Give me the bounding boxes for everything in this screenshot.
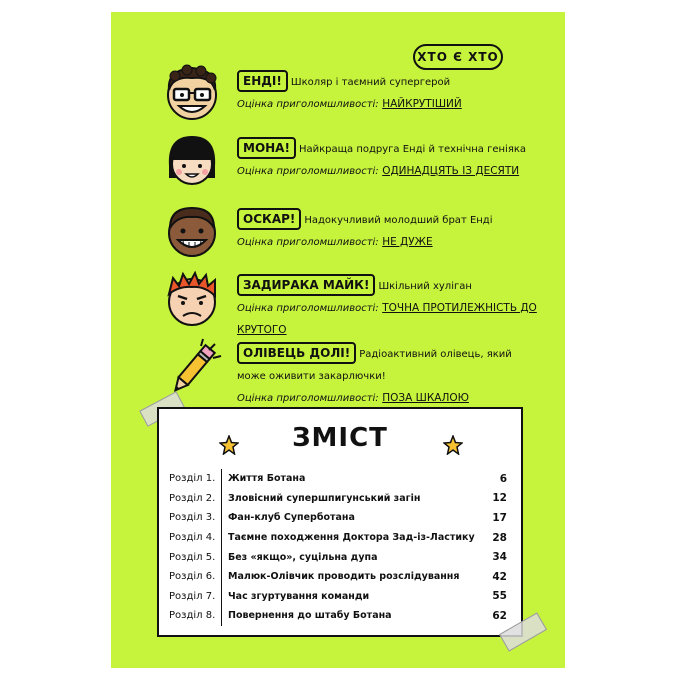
character-name: ОЛІВЕЦЬ ДОЛІ! [237, 342, 356, 364]
character-desc: Надокучливий молодший брат Енді [304, 215, 493, 226]
toc-chapter-title: Час згуртування команди [228, 590, 370, 602]
character-rating: ТОЧНА ПРОТИЛЕЖНІСТЬ ДО КРУТОГО [237, 302, 537, 336]
table-of-contents [157, 407, 523, 637]
toc-chapter-title: Таємне походження Доктора Зад-із-Ластику [228, 532, 475, 544]
character-desc: Школяр і таємний супергерой [290, 77, 451, 88]
toc-divider [221, 567, 222, 587]
character-name: ЗАДИРАКА МАЙК! [237, 274, 375, 296]
toc-chapter-title: Малюк-Олівчик проводить розслідування [228, 571, 460, 583]
mona-face-icon [161, 130, 223, 192]
toc-page-number: 42 [492, 570, 507, 583]
toc-row [169, 606, 507, 626]
character-name: МОНА! [237, 137, 296, 159]
character-desc: Радіоактивний олівець, який може оживити закарлючки! [237, 349, 512, 382]
toc-title: ЗМІСТ [292, 423, 388, 453]
toc-page-number: 62 [492, 609, 507, 622]
toc-page-number: 34 [492, 551, 507, 564]
andy-face-icon [161, 62, 223, 124]
toc-chapter-number: Розділ 2. [169, 492, 216, 504]
toc-row [169, 567, 507, 587]
rating-label: Оцінка приголомшливості: [237, 99, 379, 110]
character-oscar [237, 208, 537, 253]
toc-list [169, 469, 507, 626]
oscar-face-icon [161, 200, 223, 262]
toc-row [169, 508, 507, 528]
toc-chapter-title: Фан-клуб Суперботана [228, 512, 355, 524]
pencil-icon [161, 338, 223, 400]
character-pencil [237, 342, 537, 409]
toc-row [169, 469, 507, 489]
toc-chapter-title: Повернення до штабу Ботана [228, 610, 392, 622]
toc-divider [221, 547, 222, 567]
toc-page-number: 6 [499, 472, 507, 485]
character-desc: Найкраща подруга Енді й технічна геніяка [298, 144, 527, 155]
character-mona [237, 137, 537, 182]
character-mike [237, 274, 537, 341]
character-rating: НЕ ДУЖЕ [382, 236, 433, 248]
who-is-who-badge: ХТО Є ХТО [413, 44, 503, 70]
toc-row [169, 489, 507, 509]
rating-label: Оцінка приголомшливості: [237, 166, 379, 177]
toc-page-number: 17 [492, 511, 507, 524]
toc-page-number: 28 [492, 531, 507, 544]
toc-chapter-number: Розділ 4. [169, 532, 216, 544]
toc-row [169, 587, 507, 607]
mike-face-icon [161, 268, 223, 330]
toc-chapter-title: Життя Ботана [228, 473, 306, 485]
character-name: ОСКАР! [237, 208, 301, 230]
toc-chapter-number: Розділ 5. [169, 551, 216, 563]
toc-divider [221, 606, 222, 626]
toc-chapter-number: Розділ 3. [169, 512, 216, 524]
character-rating: ПОЗА ШКАЛОЮ [382, 392, 469, 404]
toc-divider [221, 469, 222, 489]
character-name: ЕНДІ! [237, 70, 288, 92]
character-rating: ОДИНАДЦЯТЬ ІЗ ДЕСЯТИ [382, 165, 520, 177]
toc-chapter-title: Без «якщо», суцільна дупа [228, 551, 378, 563]
rating-label: Оцінка приголомшливості: [237, 237, 379, 248]
toc-chapter-number: Розділ 1. [169, 473, 216, 485]
toc-row [169, 547, 507, 567]
character-desc: Шкільний хуліган [378, 281, 472, 292]
toc-chapter-number: Розділ 8. [169, 610, 216, 622]
toc-chapter-number: Розділ 7. [169, 590, 216, 602]
toc-chapter-title: Зловісний супершпигунський загін [228, 492, 421, 504]
toc-divider [221, 528, 222, 548]
toc-row [169, 528, 507, 548]
book-page [111, 12, 565, 668]
toc-divider [221, 489, 222, 509]
toc-chapter-number: Розділ 6. [169, 571, 216, 583]
toc-page-number: 12 [492, 492, 507, 505]
rating-label: Оцінка приголомшливості: [237, 303, 379, 314]
toc-divider [221, 587, 222, 607]
character-rating: НАЙКРУТІШИЙ [382, 98, 462, 110]
character-andy [237, 70, 537, 115]
rating-label: Оцінка приголомшливості: [237, 393, 379, 404]
toc-page-number: 55 [492, 590, 507, 603]
toc-divider [221, 508, 222, 528]
